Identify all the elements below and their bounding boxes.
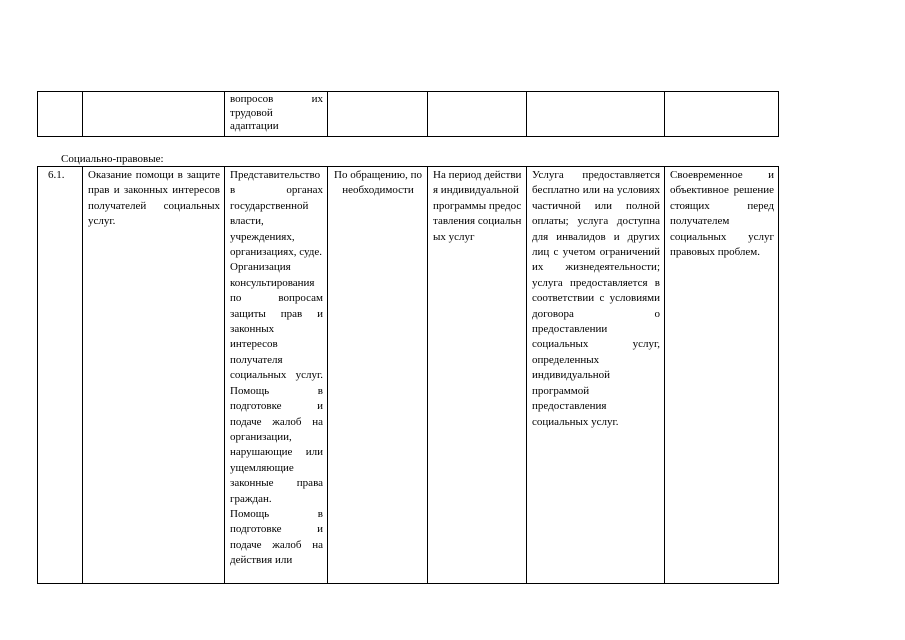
table-row	[38, 92, 779, 137]
cell-conditions	[527, 92, 665, 137]
cell-conditions: Услуга предоставляется бесплатно или на условиях частичной или полной оплаты; услуга доступна для инвалидов и других лиц с учетом ограничений их жизнедеятельности; услуга предоставляется в соответствии с условиями договора о предоставлении социальных услуг, определенных индивидуальной программой предоставления социальных услуг.	[527, 167, 665, 584]
cell-term	[428, 92, 527, 137]
cell-number: 6.1.	[38, 167, 83, 584]
cell-name	[83, 92, 225, 137]
description-line: вопросов их	[230, 93, 323, 105]
cell-result	[665, 92, 779, 137]
description-line: трудовой	[230, 106, 273, 119]
description-paragraph: Организация консультирования по вопросам защиты прав и законных интересов получателя социальных услуг. Помощь в подготовке и подаче жалоб на организации, нарушающие или ущемляющие законные права граждан.	[230, 261, 323, 505]
services-table	[37, 166, 779, 584]
cell-description	[225, 92, 328, 137]
cell-result: Своевременное и объективное решение стоящих перед получателем социальных услуг правовых проблем.	[665, 167, 779, 584]
cell-name: Оказание помощи в защите прав и законных интересов получателей социальных услуг.	[83, 167, 225, 584]
cell-term: На период действия индивидуальной программы предоставления социальных услуг	[428, 167, 527, 584]
description-paragraph: Помощь в подготовке и подаче жалоб на действия или	[230, 507, 323, 567]
cell-number	[38, 92, 83, 137]
cell-periodicity	[328, 92, 428, 137]
cell-periodicity: По обращению, по необходимости	[328, 167, 428, 584]
table-row	[38, 167, 779, 584]
cell-description	[225, 167, 328, 584]
description-line: адаптации	[230, 120, 279, 132]
section-label: Социально-правовые:	[61, 153, 164, 165]
description-paragraph: Представительство в органах государственной власти, учреждениях, организациях, суде.	[230, 169, 323, 259]
continuation-table	[37, 91, 779, 137]
